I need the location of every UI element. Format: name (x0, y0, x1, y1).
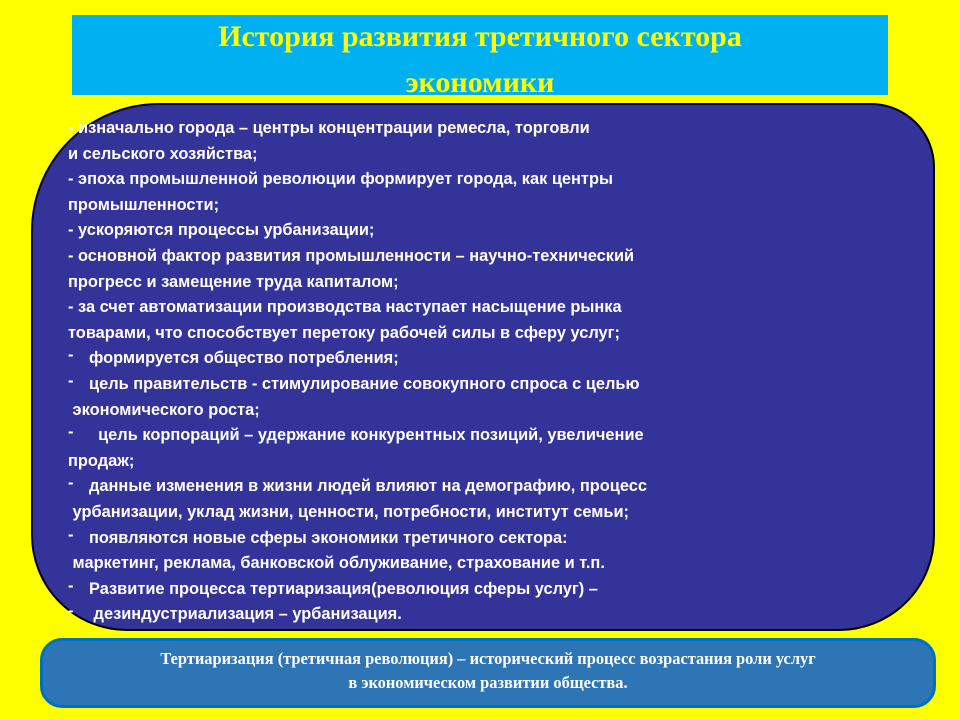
content-line-text: появляются новые сферы экономики третичного сектора: (89, 528, 568, 547)
content-line (68, 398, 848, 424)
content-line-text: - за счет автоматизации производства наступает насыщение рынка (68, 298, 622, 317)
content-line (68, 526, 848, 552)
bullet-marker: - (68, 346, 74, 365)
content-line-text: товарами, что способствует перетоку рабочей силы в сферу услуг; (68, 323, 620, 342)
content-line (68, 218, 848, 244)
bullet-marker: - (68, 576, 74, 595)
content-line (68, 449, 848, 475)
content-line-text: - изначально города – центры концентрации ремесла, торговли (68, 119, 590, 137)
bullet-marker: - (68, 474, 74, 493)
content-line (68, 321, 848, 347)
definition-line1: Тертиаризация (третичная революция) – исторический процесс возрастания роли услуг (160, 649, 816, 668)
content-line-text: дезиндустриализация – урбанизация. (89, 605, 402, 624)
content-line-text: цель правительств - стимулирование совокупного спроса с целью (89, 374, 640, 393)
content-line (68, 500, 848, 526)
content-line-text: Развитие процесса тертиаризация(революция сферы услуг) – (89, 579, 598, 598)
bullet-marker: - (68, 423, 74, 442)
slide-title-line1: История развития третичного сектора (218, 20, 742, 53)
content-line-text: маркетинг, реклама, банковской облуживание, страхование и т.п. (68, 554, 605, 573)
content-line (68, 423, 848, 449)
content-line (68, 270, 848, 296)
content-line (68, 193, 848, 219)
slide-title-line2: экономики (405, 66, 555, 99)
content-line (68, 474, 848, 500)
content-line-text: промышленности; (68, 195, 220, 214)
content-line-text: прогресс и замещение труда капиталом; (68, 272, 399, 291)
content-line (68, 167, 848, 193)
content-line (68, 142, 848, 168)
content-line (68, 244, 848, 270)
content-line (68, 116, 848, 142)
content-line-text: - основной фактор развития промышленности – научно-технический (68, 246, 635, 265)
content-line (68, 602, 848, 628)
bullet-marker: - (68, 371, 74, 390)
definition-text (40, 647, 936, 695)
content-line-text: формируется общество потребления; (89, 349, 399, 368)
content-line-text: данные изменения в жизни людей влияют на демографию, процесс (89, 477, 647, 496)
content-line-text: экономического роста; (68, 400, 260, 419)
content-line (68, 577, 848, 603)
content-line-text: урбанизации, уклад жизни, ценности, потребности, институт семьи; (68, 502, 629, 521)
slide-title (72, 14, 888, 106)
bullet-marker: - (68, 602, 74, 621)
content-line-text: продаж; (68, 451, 135, 470)
content-line (68, 551, 848, 577)
content-line-text: - ускоряются процессы урбанизации; (68, 221, 375, 240)
definition-line2: в экономическом развитии общества. (348, 673, 628, 692)
content-list (68, 116, 848, 628)
content-line-text: цель корпораций – удержание конкурентных позиций, увеличение (89, 426, 644, 445)
content-line-text: и сельского хозяйства; (68, 144, 258, 163)
content-line (68, 372, 848, 398)
content-line (68, 295, 848, 321)
bullet-marker: - (68, 525, 74, 544)
content-line (68, 346, 848, 372)
content-line-text: - эпоха промышленной революции формирует города, как центры (68, 170, 613, 189)
